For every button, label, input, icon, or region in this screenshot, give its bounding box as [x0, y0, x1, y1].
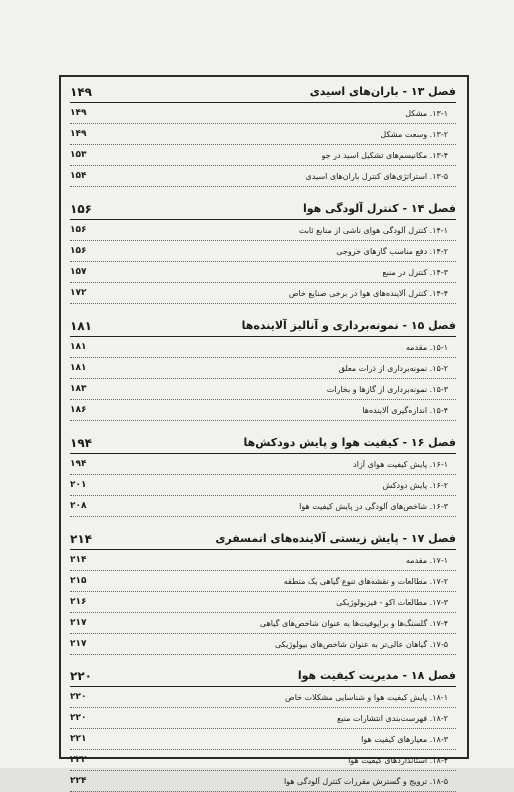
chapter-title: فصل ۱۴ - کنترل آلودگی هوا	[302, 202, 456, 215]
entry-title: ۱۴-۴. کنترل آلاینده‌های هوا در برخی صنایع خاص	[288, 288, 448, 298]
entry-title: ۱۳-۱. مشکل	[405, 108, 448, 118]
chapter-14	[70, 198, 456, 304]
toc-entry[interactable]	[70, 571, 456, 592]
chapter-16	[70, 432, 456, 517]
entry-page-number: ۲۲۴	[70, 776, 87, 786]
entry-page-number: ۱۵۴	[70, 171, 87, 181]
toc-entry[interactable]	[70, 729, 456, 750]
toc-entry[interactable]	[70, 400, 456, 421]
entry-title: ۱۸-۲. فهرست‌بندی انتشارات منبع	[337, 713, 448, 723]
toc-entry[interactable]	[70, 145, 456, 166]
chapter-page-number: ۱۹۴	[70, 435, 92, 450]
entry-page-number: ۲۲۱	[70, 734, 87, 744]
chapter-page-number: ۱۵۶	[70, 201, 92, 216]
chapter-title: فصل ۱۸ - مدیریت کیفیت هوا	[297, 669, 456, 682]
chapter-heading[interactable]	[70, 315, 456, 337]
toc-entry[interactable]	[70, 592, 456, 613]
chapter-13	[70, 81, 456, 187]
entry-title: ۱۷-۱. مقدمه	[406, 555, 448, 565]
entry-page-number: ۱۷۲	[70, 288, 87, 298]
toc-entry[interactable]	[70, 358, 456, 379]
toc-entry[interactable]	[70, 771, 456, 792]
entry-page-number: ۱۵۳	[70, 150, 87, 160]
toc-entry[interactable]	[70, 475, 456, 496]
chapter-page-number: ۱۴۹	[70, 84, 92, 99]
toc-entry[interactable]	[70, 379, 456, 400]
entry-page-number: ۱۴۹	[70, 108, 87, 118]
chapter-18	[70, 665, 456, 792]
chapter-heading[interactable]	[70, 665, 456, 687]
table-of-contents	[70, 81, 456, 792]
toc-entry[interactable]	[70, 337, 456, 358]
entry-page-number: ۲۰۱	[70, 480, 87, 490]
entry-title: ۱۳-۴. مکانیسم‌های تشکیل اسید در جو	[321, 150, 448, 160]
chapter-heading[interactable]	[70, 81, 456, 103]
entry-title: ۱۸-۴. استانداردهای کیفیت هوا	[348, 755, 448, 765]
chapter-page-number: ۱۸۱	[70, 318, 92, 333]
entry-page-number: ۱۸۳	[70, 384, 87, 394]
chapter-17	[70, 528, 456, 655]
entry-page-number: ۱۸۱	[70, 342, 87, 352]
toc-entry[interactable]	[70, 613, 456, 634]
entry-title: ۱۴-۲. دفع مناسب گازهای خروجی	[336, 246, 448, 256]
toc-entry[interactable]	[70, 220, 456, 241]
chapter-title: فصل ۱۶ - کیفیت هوا و پایش دودکش‌ها	[243, 436, 456, 449]
chapter-title: فصل ۱۵ - نمونه‌برداری و آنالیز آلاینده‌ها	[241, 319, 456, 332]
entry-title: ۱۸-۳. معیارهای کیفیت هوا	[361, 734, 448, 744]
entry-title: ۱۶-۲. پایش دودکش	[382, 480, 448, 490]
chapter-15	[70, 315, 456, 421]
chapter-heading[interactable]	[70, 198, 456, 220]
toc-entry[interactable]	[70, 496, 456, 517]
entry-title: ۱۴-۱. کنترل آلودگی هوای ناشی از منابع ثابت	[298, 225, 448, 235]
entry-title: ۱۶-۳. شاخص‌های آلودگی در پایش کیفیت هوا	[299, 501, 448, 511]
toc-entry[interactable]	[70, 124, 456, 145]
chapter-page-number: ۲۲۰	[70, 668, 92, 683]
entry-page-number: ۱۸۶	[70, 405, 87, 415]
entry-title: ۱۴-۳. کنترل در منبع	[382, 267, 448, 277]
toc-entry[interactable]	[70, 708, 456, 729]
entry-title: ۱۷-۴. گلسنگ‌ها و برایوفیت‌ها به عنوان شاخص‌های گیاهی	[259, 618, 448, 628]
toc-entry[interactable]	[70, 103, 456, 124]
entry-page-number: ۱۵۷	[70, 267, 87, 277]
toc-entry[interactable]	[70, 634, 456, 655]
toc-entry[interactable]	[70, 241, 456, 262]
entry-page-number: ۱۸۱	[70, 363, 87, 373]
toc-entry[interactable]	[70, 687, 456, 708]
entry-page-number: ۲۱۴	[70, 555, 87, 565]
entry-title: ۱۷-۲. مطالعات و نقشه‌های تنوع گیاهی یک منطقه	[283, 576, 448, 586]
entry-title: ۱۷-۳. مطالعات اکو - فیزیولوژیکی	[336, 597, 448, 607]
toc-entry[interactable]	[70, 550, 456, 571]
entry-title: ۱۵-۲. نمونه‌برداری از ذرات معلق	[338, 363, 448, 373]
entry-title: ۱۵-۳. نمونه‌برداری از گازها و بخارات	[326, 384, 448, 394]
entry-title: ۱۸-۵. ترویج و گسترش مقررات کنترل آلودگی هوا	[283, 776, 448, 786]
entry-title: ۱۸-۱. پایش کیفیت هوا و شناسایی مشکلات خاص	[285, 692, 448, 702]
toc-entry[interactable]	[70, 166, 456, 187]
toc-entry[interactable]	[70, 454, 456, 475]
entry-page-number: ۲۲۰	[70, 692, 87, 702]
entry-title: ۱۳-۵. استراتژی‌های کنترل باران‌های اسیدی	[305, 171, 448, 181]
entry-page-number: ۱۵۶	[70, 225, 87, 235]
chapter-heading[interactable]	[70, 528, 456, 550]
chapter-page-number: ۲۱۴	[70, 531, 92, 546]
entry-page-number: ۲۰۸	[70, 501, 87, 511]
entry-page-number: ۱۹۴	[70, 459, 87, 469]
toc-entry[interactable]	[70, 283, 456, 304]
entry-page-number: ۲۱۷	[70, 639, 87, 649]
entry-page-number: ۲۱۵	[70, 576, 87, 586]
entry-page-number: ۱۴۹	[70, 129, 87, 139]
entry-title: ۱۳-۲. وسعت مشکل	[380, 129, 448, 139]
entry-title: ۱۶-۱. پایش کیفیت هوای آزاد	[353, 459, 448, 469]
entry-page-number: ۲۲۲	[70, 755, 87, 765]
entry-page-number: ۲۱۷	[70, 618, 87, 628]
entry-title: ۱۵-۴. اندازه‌گیری آلاینده‌ها	[362, 405, 448, 415]
toc-entry[interactable]	[70, 262, 456, 283]
chapter-title: فصل ۱۳ - باران‌های اسیدی	[309, 85, 456, 98]
entry-page-number: ۲۱۶	[70, 597, 87, 607]
entry-title: ۱۵-۱. مقدمه	[406, 342, 448, 352]
entry-page-number: ۱۵۶	[70, 246, 87, 256]
chapter-title: فصل ۱۷ - پایش زیستی آلاینده‌های اتمسفری	[215, 532, 456, 545]
entry-title: ۱۷-۵. گیاهان عالی‌تر به عنوان شاخص‌های بیولوژیکی	[275, 639, 448, 649]
chapter-heading[interactable]	[70, 432, 456, 454]
entry-page-number: ۲۲۰	[70, 713, 87, 723]
